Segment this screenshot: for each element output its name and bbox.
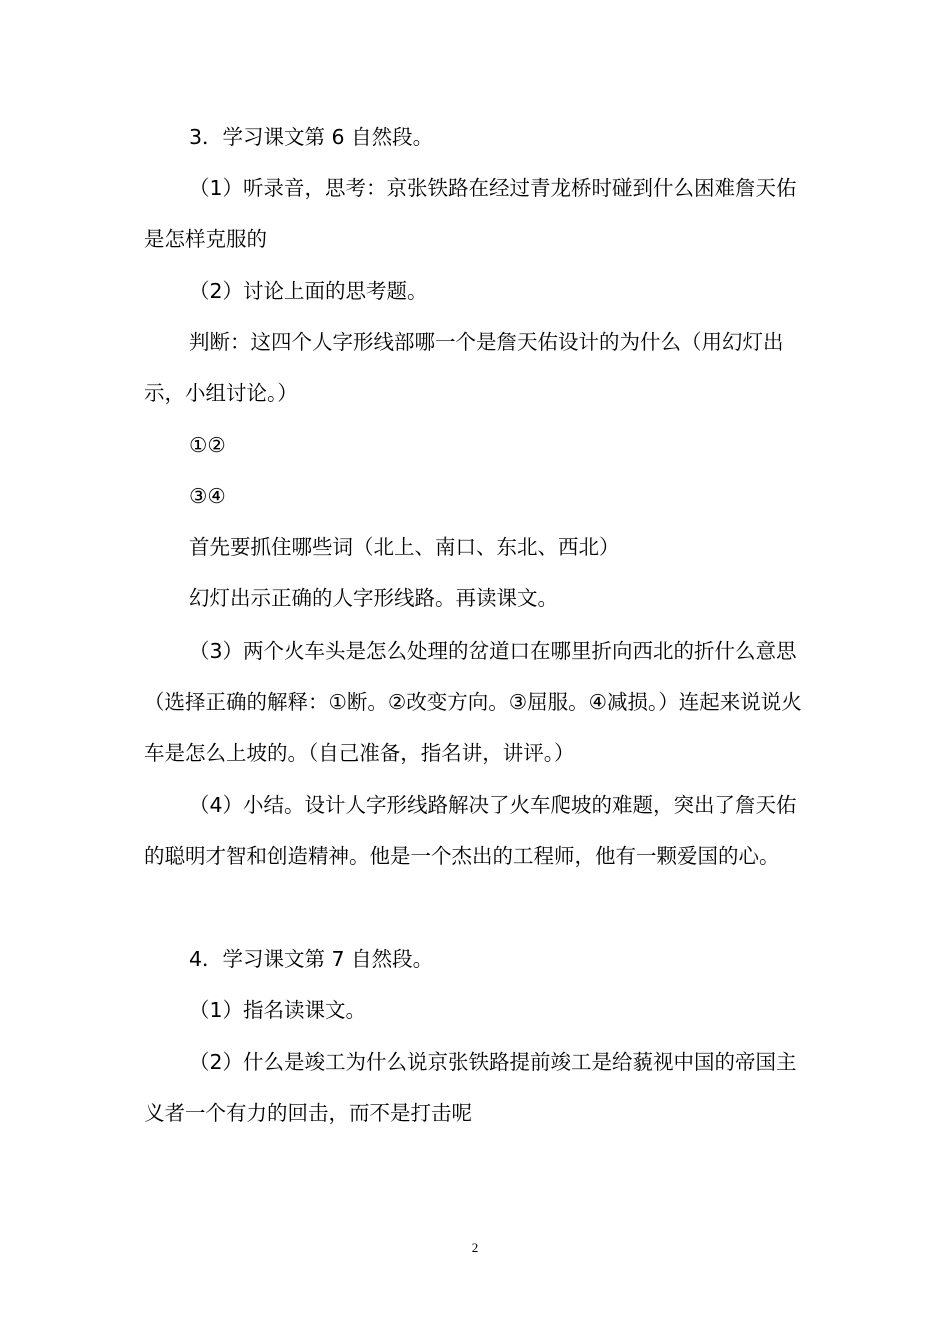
paragraph-options-3-4: ③④ [189, 484, 226, 508]
paragraph-question-1: （1）听录音，思考：京张铁路在经过青龙桥时碰到什么困难詹天佑是怎样克服的 [144, 176, 797, 251]
paragraph-summary: （4）小结。设计人字形线路解决了火车爬坡的难题，突出了詹天佑的聪明才智和创造精神。他是一个杰出的工程师，他有一颗爱国的心。 [144, 793, 797, 868]
paragraph-question-3: （3）两个火车头是怎么处理的岔道口在哪里折向西北的折什么意思（选择正确的解释：①断。②改变方向。③屈服。④减损。）连起来说说火车是怎么上坡的。（自己准备，指名讲，讲评。） [144, 639, 802, 765]
paragraph-read-text: （1）指名读课文。 [189, 998, 367, 1022]
page-number: 2 [471, 1240, 479, 1255]
paragraph-section-3-heading: 3．学习课文第 6 自然段。 [189, 125, 434, 149]
paragraph-section-4-heading: 4．学习课文第 7 自然段。 [189, 947, 434, 971]
paragraph-judgement: 判断：这四个人字形线部哪一个是詹天佑设计的为什么（用幻灯出示，小组讨论。） [144, 330, 784, 405]
paragraph-question-completion: （2）什么是竣工为什么说京张铁路提前竣工是给藐视中国的帝国主义者一个有力的回击，而不是打击呢 [144, 1050, 797, 1125]
paragraph-key-words: 首先要抓住哪些词（北上、南口、东北、西北） [189, 535, 620, 559]
paragraph-question-2: （2）讨论上面的思考题。 [189, 279, 428, 303]
paragraph-slide-route: 幻灯出示正确的人字形线路。再读课文。 [189, 586, 558, 610]
paragraph-options-1-2: ①② [189, 433, 226, 457]
